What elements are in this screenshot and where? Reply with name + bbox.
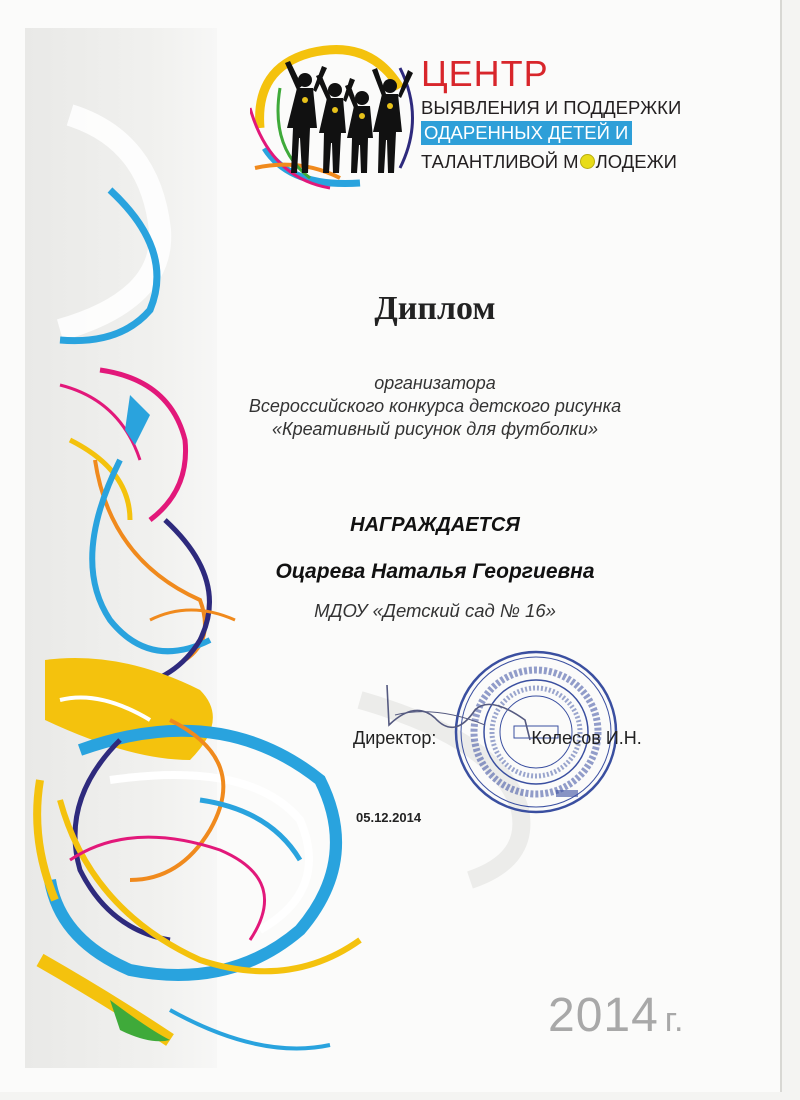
organizer-block (200, 372, 670, 441)
year-mark (548, 988, 684, 1043)
logo-title: ЦЕНТР (421, 53, 549, 94)
logo (250, 28, 730, 198)
organizer-line-3: «Креативный рисунок для футболки» (271, 419, 598, 439)
logo-line-1: ВЫЯВЛЕНИЯ И ПОДДЕРЖКИ (421, 97, 682, 118)
logo-line-2: ОДАРЕННЫХ ДЕТЕЙ И (421, 121, 632, 145)
ball-icon (580, 154, 595, 169)
organizer-line-1: организатора (374, 373, 496, 393)
logo-line-3 (421, 150, 677, 174)
institution-name: МДОУ «Детский сад № 16» (314, 600, 556, 621)
year-suffix: г. (664, 1001, 685, 1039)
diploma-title: Диплом (374, 290, 496, 327)
award-label: НАГРАЖДАЕТСЯ (350, 514, 520, 536)
recipient-name: Оцарева Наталья Георгиевна (275, 560, 595, 583)
director-line (353, 728, 642, 749)
children-silhouettes-icon (250, 28, 430, 198)
director-name: Колесов И.Н. (531, 728, 642, 748)
logo-line-3-start: ТАЛАНТЛИВОЙ М (421, 151, 579, 172)
issue-date: 05.12.2014 (356, 810, 422, 825)
year-number: 2014 (548, 989, 659, 1042)
logo-line-3-end: ЛОДЕЖИ (595, 151, 677, 172)
organizer-line-2: Всероссийского конкурса детского рисунка (248, 396, 622, 416)
director-label: Директор: (353, 728, 437, 748)
